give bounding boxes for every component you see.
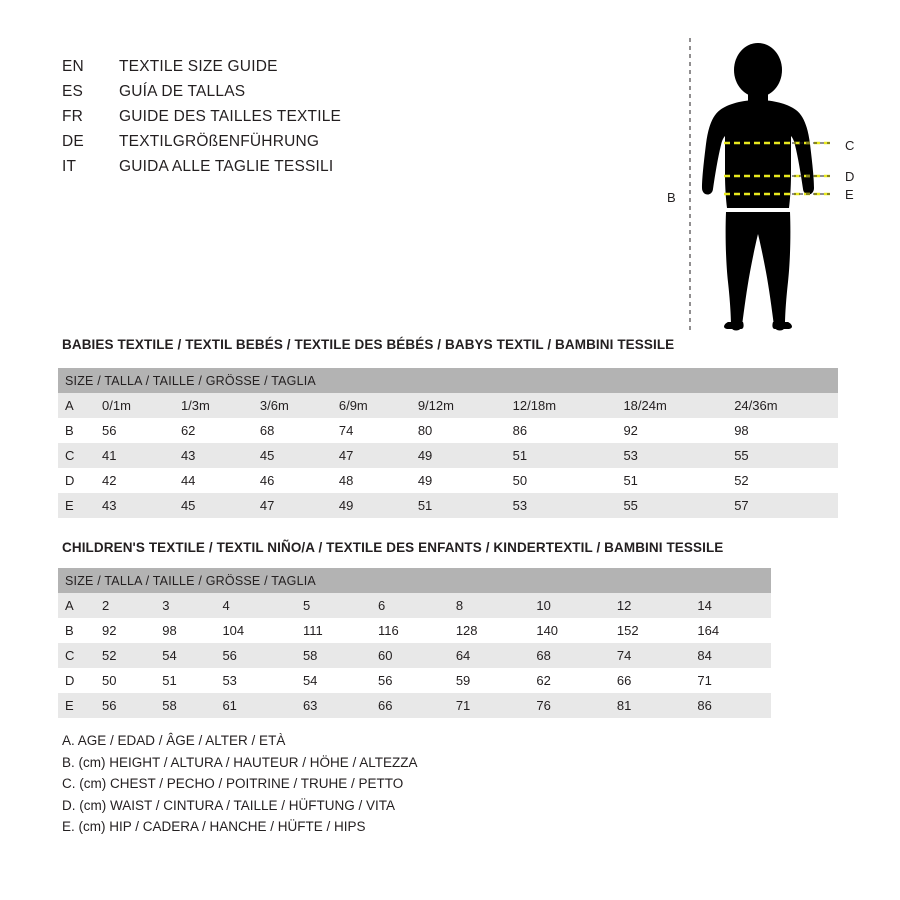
table-row bbox=[58, 393, 838, 418]
table-row bbox=[58, 593, 771, 618]
cell: 48 bbox=[332, 468, 411, 493]
cell: 54 bbox=[155, 643, 215, 668]
cell: 51 bbox=[506, 443, 617, 468]
cell: 116 bbox=[371, 618, 449, 643]
cell: 42 bbox=[95, 468, 174, 493]
cell: 66 bbox=[371, 693, 449, 718]
cell: 53 bbox=[506, 493, 617, 518]
cell: 86 bbox=[506, 418, 617, 443]
cell: 58 bbox=[296, 643, 371, 668]
row-key: E bbox=[58, 693, 95, 718]
cell: 45 bbox=[174, 493, 253, 518]
cell: 61 bbox=[215, 693, 296, 718]
cell: 49 bbox=[411, 443, 506, 468]
cell: 56 bbox=[95, 693, 155, 718]
cell: 152 bbox=[610, 618, 691, 643]
row-key: D bbox=[58, 668, 95, 693]
row-key: A bbox=[58, 593, 95, 618]
children-table-header-label: SIZE / TALLA / TAILLE / GRÖSSE / TAGLIA bbox=[58, 568, 771, 593]
cell: 64 bbox=[449, 643, 530, 668]
row-key: A bbox=[58, 393, 95, 418]
cell: 52 bbox=[727, 468, 838, 493]
table-header-row bbox=[58, 368, 838, 393]
figure-label-c: C bbox=[845, 138, 855, 153]
cell: 51 bbox=[411, 493, 506, 518]
cell: 63 bbox=[296, 693, 371, 718]
language-row-it bbox=[62, 158, 622, 183]
language-text-it: GUIDA ALLE TAGLIE TESSILI bbox=[119, 158, 334, 175]
language-row-fr bbox=[62, 108, 622, 133]
cell: 47 bbox=[332, 443, 411, 468]
cell: 55 bbox=[616, 493, 727, 518]
cell: 57 bbox=[727, 493, 838, 518]
cell: 50 bbox=[506, 468, 617, 493]
legend-item-b: B. (cm) HEIGHT / ALTURA / HAUTEUR / HÖHE / ALTEZZA bbox=[62, 754, 418, 770]
cell: 47 bbox=[253, 493, 332, 518]
cell: 84 bbox=[690, 643, 771, 668]
cell: 56 bbox=[371, 668, 449, 693]
legend-item-d: D. (cm) WAIST / CINTURA / TAILLE / HÜFTUNG / VITA bbox=[62, 797, 396, 813]
language-code-it: IT bbox=[62, 158, 77, 175]
cell: 45 bbox=[253, 443, 332, 468]
cell: 68 bbox=[253, 418, 332, 443]
measurement-legend bbox=[62, 730, 418, 838]
language-row-es bbox=[62, 83, 622, 108]
cell: 62 bbox=[529, 668, 610, 693]
legend-item-e: E. (cm) HIP / CADERA / HANCHE / HÜFTE / HIPS bbox=[62, 819, 366, 834]
cell: 80 bbox=[411, 418, 506, 443]
language-code-en: EN bbox=[62, 58, 84, 75]
cell: 3 bbox=[155, 593, 215, 618]
cell: 12 bbox=[610, 593, 691, 618]
table-row bbox=[58, 668, 771, 693]
language-code-fr: FR bbox=[62, 108, 84, 125]
table-row bbox=[58, 443, 838, 468]
cell: 43 bbox=[174, 443, 253, 468]
cell: 71 bbox=[449, 693, 530, 718]
babies-size-table bbox=[58, 368, 838, 518]
cell: 60 bbox=[371, 643, 449, 668]
cell: 92 bbox=[95, 618, 155, 643]
cell: 24/36m bbox=[727, 393, 838, 418]
cell: 6 bbox=[371, 593, 449, 618]
cell: 74 bbox=[610, 643, 691, 668]
cell: 10 bbox=[529, 593, 610, 618]
cell: 53 bbox=[215, 668, 296, 693]
language-text-fr: GUIDE DES TAILLES TEXTILE bbox=[119, 108, 342, 125]
cell: 43 bbox=[95, 493, 174, 518]
figure-label-e: E bbox=[845, 187, 854, 202]
cell: 81 bbox=[610, 693, 691, 718]
cell: 49 bbox=[411, 468, 506, 493]
cell: 51 bbox=[616, 468, 727, 493]
cell: 49 bbox=[332, 493, 411, 518]
figure-label-d: D bbox=[845, 169, 855, 184]
legend-item-c: C. (cm) CHEST / PECHO / POITRINE / TRUHE / PETTO bbox=[62, 776, 404, 791]
language-text-es: GUÍA DE TALLAS bbox=[119, 83, 246, 100]
figure-label-b: B bbox=[667, 190, 676, 205]
language-text-en: TEXTILE SIZE GUIDE bbox=[119, 58, 278, 75]
cell: 104 bbox=[215, 618, 296, 643]
cell: 62 bbox=[174, 418, 253, 443]
row-key: C bbox=[58, 443, 95, 468]
cell: 12/18m bbox=[506, 393, 617, 418]
table-row bbox=[58, 418, 838, 443]
cell: 53 bbox=[616, 443, 727, 468]
cell: 58 bbox=[155, 693, 215, 718]
cell: 55 bbox=[727, 443, 838, 468]
cell: 59 bbox=[449, 668, 530, 693]
cell: 71 bbox=[690, 668, 771, 693]
cell: 54 bbox=[296, 668, 371, 693]
table-row bbox=[58, 643, 771, 668]
cell: 56 bbox=[95, 418, 174, 443]
cell: 86 bbox=[690, 693, 771, 718]
cell: 140 bbox=[529, 618, 610, 643]
body-measurement-figure bbox=[640, 30, 880, 350]
legend-item-a: A. AGE / EDAD / ÂGE / ALTER / ETÀ bbox=[62, 733, 286, 748]
language-row-de bbox=[62, 133, 622, 158]
table-row bbox=[58, 468, 838, 493]
cell: 74 bbox=[332, 418, 411, 443]
cell: 98 bbox=[727, 418, 838, 443]
table-row bbox=[58, 493, 838, 518]
cell: 5 bbox=[296, 593, 371, 618]
cell: 9/12m bbox=[411, 393, 506, 418]
child-silhouette-icon bbox=[640, 30, 880, 350]
cell: 41 bbox=[95, 443, 174, 468]
cell: 51 bbox=[155, 668, 215, 693]
cell: 44 bbox=[174, 468, 253, 493]
babies-table-header-label: SIZE / TALLA / TAILLE / GRÖSSE / TAGLIA bbox=[58, 368, 838, 393]
language-code-es: ES bbox=[62, 83, 84, 100]
cell: 3/6m bbox=[253, 393, 332, 418]
row-key: D bbox=[58, 468, 95, 493]
cell: 92 bbox=[616, 418, 727, 443]
row-key: B bbox=[58, 618, 95, 643]
cell: 4 bbox=[215, 593, 296, 618]
cell: 128 bbox=[449, 618, 530, 643]
cell: 50 bbox=[95, 668, 155, 693]
cell: 76 bbox=[529, 693, 610, 718]
babies-section-title: BABIES TEXTILE / TEXTIL BEBÉS / TEXTILE DES BÉBÉS / BABYS TEXTIL / BAMBINI TESSILE bbox=[62, 337, 675, 352]
cell: 1/3m bbox=[174, 393, 253, 418]
row-key: B bbox=[58, 418, 95, 443]
cell: 46 bbox=[253, 468, 332, 493]
table-row bbox=[58, 618, 771, 643]
children-section-title: CHILDREN'S TEXTILE / TEXTIL NIÑO/A / TEXTILE DES ENFANTS / KINDERTEXTIL / BAMBINI TESSILE bbox=[62, 540, 724, 555]
row-key: C bbox=[58, 643, 95, 668]
cell: 56 bbox=[215, 643, 296, 668]
cell: 18/24m bbox=[616, 393, 727, 418]
cell: 2 bbox=[95, 593, 155, 618]
cell: 14 bbox=[690, 593, 771, 618]
cell: 6/9m bbox=[332, 393, 411, 418]
language-text-de: TEXTILGRÖßENFÜHRUNG bbox=[119, 133, 320, 150]
table-row bbox=[58, 693, 771, 718]
cell: 8 bbox=[449, 593, 530, 618]
cell: 52 bbox=[95, 643, 155, 668]
table-header-row bbox=[58, 568, 771, 593]
cell: 66 bbox=[610, 668, 691, 693]
children-size-table bbox=[58, 568, 771, 718]
row-key: E bbox=[58, 493, 95, 518]
cell: 111 bbox=[296, 618, 371, 643]
cell: 98 bbox=[155, 618, 215, 643]
cell: 0/1m bbox=[95, 393, 174, 418]
language-code-de: DE bbox=[62, 133, 84, 150]
language-header bbox=[62, 58, 622, 183]
cell: 68 bbox=[529, 643, 610, 668]
language-row-en bbox=[62, 58, 622, 83]
cell: 164 bbox=[690, 618, 771, 643]
